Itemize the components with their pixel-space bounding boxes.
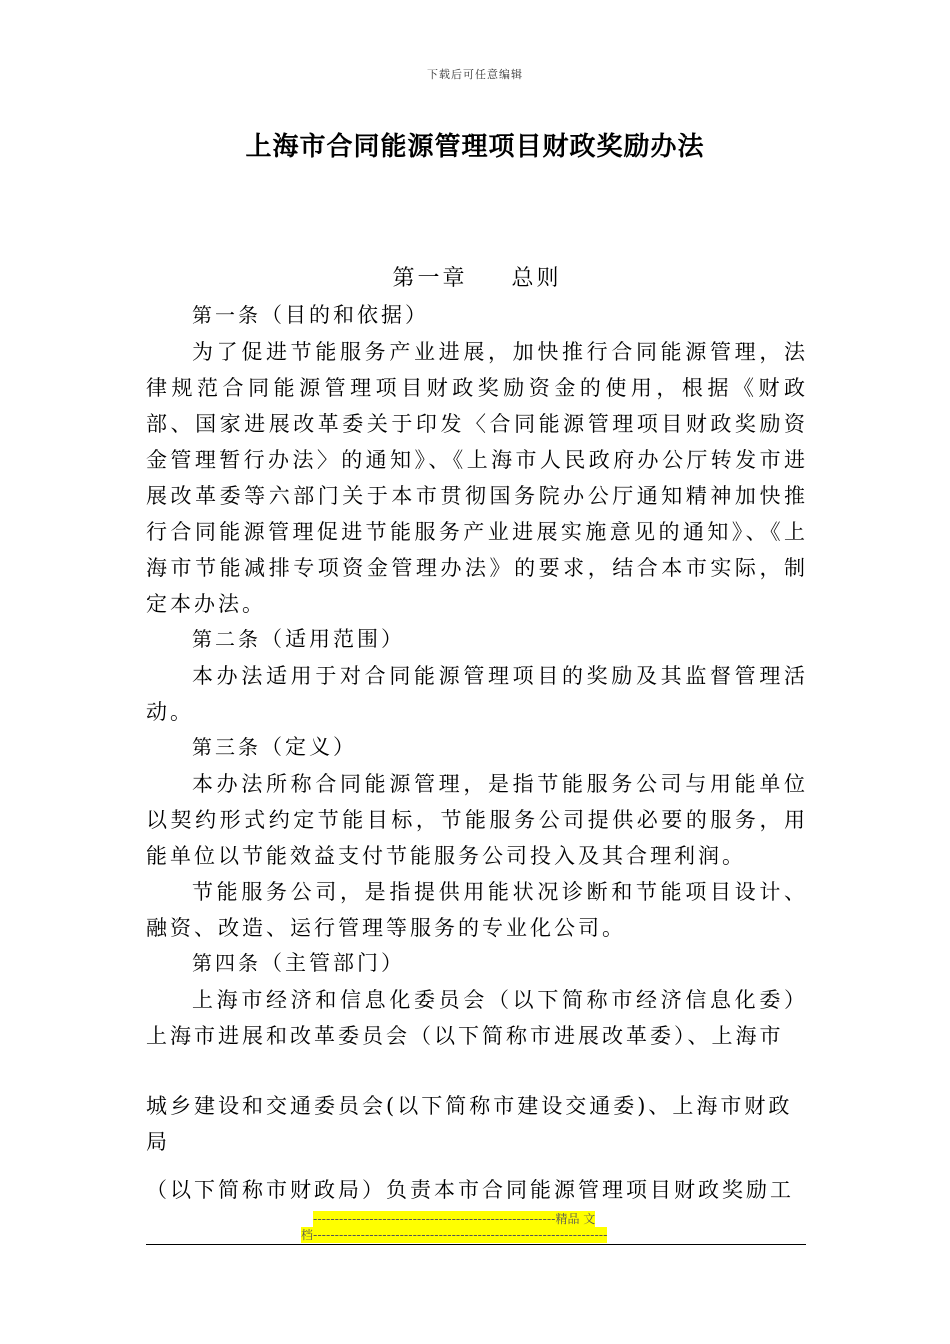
document-body (146, 262, 808, 1208)
article-paragraph: 本办法所称合同能源管理，是指节能服务公司与用能单位以契约形式约定节能目标，节能服务公司提供必要的服务，用能单位以节能效益支付节能服务公司投入及其合理利润。 (146, 772, 808, 868)
footer-line: 档-------------------------------------------------------------------- (301, 1228, 608, 1242)
header-note: 下载后可任意编辑 (427, 68, 523, 81)
footer-line: --------------------------------------------------------精品 文 (313, 1212, 596, 1226)
article-paragraph: 节能服务公司，是指提供用能状况诊断和节能项目设计、融资、改造、运行管理等服务的专业化公司。 (146, 880, 808, 940)
article-heading (146, 298, 808, 332)
article-paragraph: 为了促进节能服务产业进展，加快推行合同能源管理，法律规范合同能源管理项目财政奖励资金的使用，根据《财政部、国家进展改革委关于印发〈合同能源管理项目财政奖励资金管理暂行办法〉的通知》、《上海市人民政府办公厅转发市进展改革委等六部门关于本市贯彻国务院办公厅通知精神加快推行合同能源管理促进节能服务产业进展实施意见的通知》、《上海市节能减排专项资金管理办法》的要求，结合本市实际，制定本办法。 (146, 340, 808, 616)
footer-divider (146, 1244, 806, 1245)
article-subject: （目的和依据） (261, 303, 429, 327)
article-continuation-line: 城乡建设和交通委员会(以下简称市建设交通委)、上海市财政局 (146, 1094, 793, 1154)
article-heading (146, 730, 808, 764)
article-heading (146, 946, 808, 980)
chapter-number: 第一章 (392, 266, 468, 291)
article-number: 第三条 (192, 735, 261, 759)
article-subject: （定义） (261, 735, 357, 759)
article-heading (146, 622, 808, 656)
article-subject: （适用范围） (261, 627, 405, 651)
article-number: 第二条 (192, 627, 261, 651)
chapter-name: 总则 (511, 266, 562, 291)
article-continuation-line: （以下简称市财政局）负责本市合同能源管理项目财政奖励工 (146, 1178, 794, 1202)
document-title: 上海市合同能源管理项目财政奖励办法 (245, 132, 705, 162)
article-subject: （主管部门） (261, 951, 405, 975)
article-number: 第一条 (192, 303, 261, 327)
article-paragraph: 本办法适用于对合同能源管理项目的奖励及其监督管理活动。 (146, 664, 808, 724)
article-paragraph: 上海市经济和信息化委员会（以下简称市经济信息化委）上海市进展和改革委员会（以下简称市进展改革委）、上海市 (146, 988, 808, 1048)
footer-watermark (301, 1211, 651, 1243)
chapter-heading (146, 262, 808, 296)
article-number: 第四条 (192, 951, 261, 975)
